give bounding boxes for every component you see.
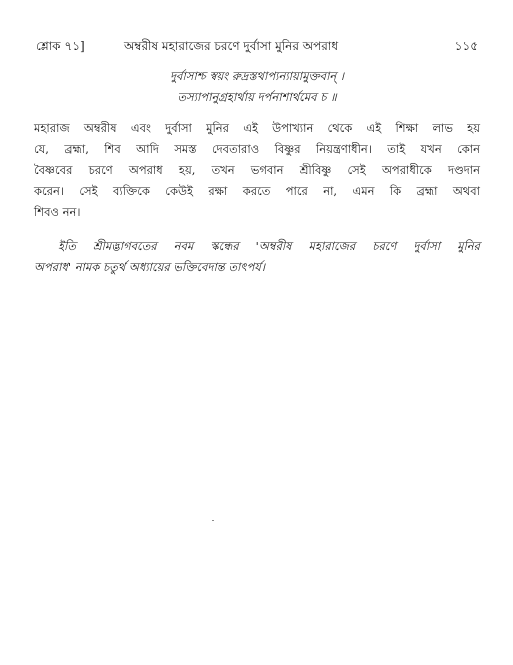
verse-line: দুর্বাসাশ্চ স্বয়ং রুদ্রস্তথাপ্যন্যায়ামুক্তবান্ ।	[169, 69, 345, 83]
colophon-line: অপরাধ' নামক চতুর্থ অধ্যায়ের ভক্তিবেদান্ত তাৎপর্য।	[34, 260, 266, 274]
page-number: ১১৫	[454, 39, 478, 53]
scan-speck	[212, 520, 214, 521]
verse-line: তস্যাপানুগ্রহার্থায় দর্পনাশার্থমেব চ ॥	[177, 90, 337, 104]
chapter-title: অম্বরীষ মহারাজের চরণে দুর্বাসা মুনির অপরাধ	[124, 39, 339, 53]
purport-line: যে, ব্রহ্মা, শিব আদি সমস্ত দেবতারাও বিষ্ণুর নিয়ন্ত্রণাধীন। তাই যখন কোন	[34, 142, 480, 156]
chapter-colophon	[34, 236, 480, 278]
purport-line: মহারাজ অম্বরীষ এবং দুর্বাসা মুনির এই উপাখ্যান থেকে এই শিক্ষা লাভ হয়	[34, 121, 480, 135]
verse-reference: শ্লোক ৭১]	[36, 39, 85, 53]
purport-line: শিবও নন।	[34, 205, 81, 219]
purport-line: বৈষ্ণবের চরণে অপরাধ হয়, তখন ভগবান শ্রীবিষ্ণু সেই অপরাধীকে দণ্ডদান	[34, 163, 480, 177]
purport-paragraph	[34, 118, 480, 223]
colophon-line: ইতি শ্রীমদ্ভাগবতের নবম স্কন্ধের 'অম্বরীষ মহারাজের চরণে দুর্বাসা মুনির	[58, 239, 480, 253]
purport-line: করেন। সেই ব্যক্তিকে কেউই রক্ষা করতে পারে না, এমন কি ব্রহ্মা অথবা	[34, 184, 480, 198]
running-head	[36, 37, 478, 55]
